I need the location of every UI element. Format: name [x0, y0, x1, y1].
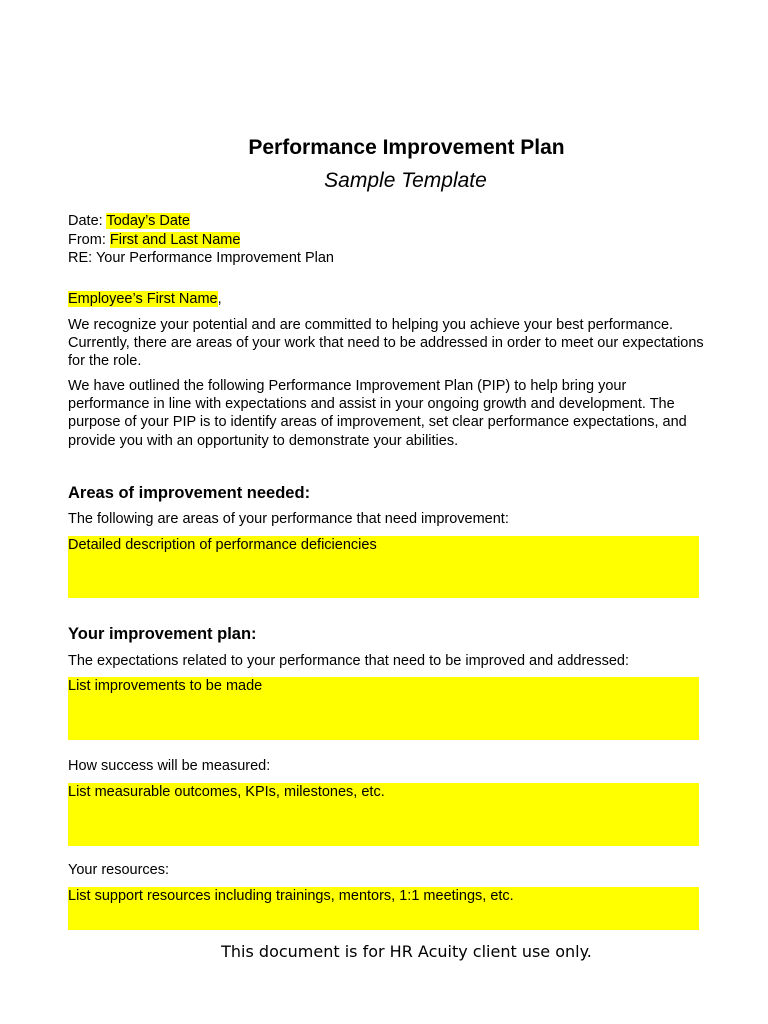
resources-box: List support resources including trainings, mentors, 1:1 meetings, etc. — [68, 887, 699, 930]
resources-label: Your resources: — [68, 862, 170, 878]
date-label: Date: — [68, 213, 107, 229]
outcomes-box: List measurable outcomes, KPIs, milestones, etc. — [68, 783, 699, 846]
intro-paragraph-2: We have outlined the following Performance Improvement Plan (PIP) to help bring your performance in line with expectations and assist in your ongoing growth and development. The purpose of your PIP is to identify areas of improvement, set clear performance expectations, and provide you with an opportunity to demonstrate your abilities. — [68, 378, 687, 449]
improvements-box: List improvements to be made — [68, 677, 699, 740]
salutation-name: Employee’s First Name — [68, 291, 218, 307]
date-line — [68, 212, 190, 230]
success-label: How success will be measured: — [68, 758, 271, 774]
from-line — [68, 231, 240, 249]
re-line: RE: Your Performance Improvement Plan — [68, 250, 334, 266]
areas-heading: Areas of improvement needed: — [68, 484, 311, 502]
date-value: Today’s Date — [106, 213, 190, 229]
areas-intro: The following are areas of your performance that need improvement: — [68, 511, 509, 527]
from-value: First and Last Name — [109, 232, 241, 248]
footer-note: This document is for HR Acuity client use only. — [221, 942, 592, 961]
salutation-punct: , — [217, 291, 222, 307]
plan-heading: Your improvement plan: — [68, 625, 257, 643]
document-title: Performance Improvement Plan — [248, 136, 565, 159]
intro-paragraph-1: We recognize your potential and are committed to helping you achieve your best performance. Currently, there are areas of your work that need to be addressed in order to meet our expectations for the role. — [68, 317, 704, 370]
from-label: From: — [68, 232, 110, 248]
document-subtitle: Sample Template — [324, 169, 487, 192]
salutation — [68, 290, 222, 308]
plan-intro: The expectations related to your performance that need to be improved and addressed: — [68, 653, 630, 669]
areas-description-box: Detailed description of performance deficiencies — [68, 536, 699, 598]
